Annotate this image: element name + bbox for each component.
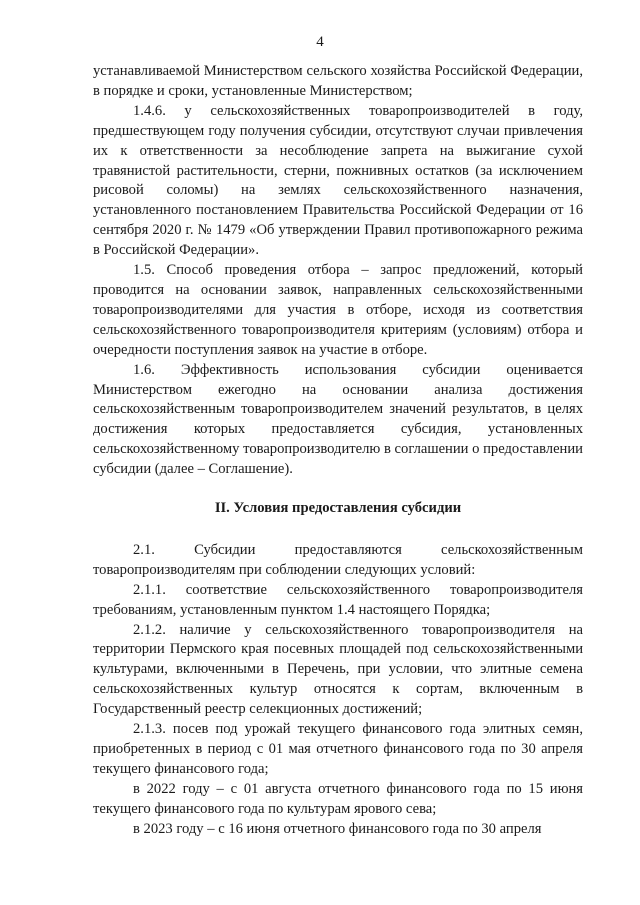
page-number: 4 bbox=[316, 34, 324, 50]
paragraph: в 2023 году – с 16 июня отчетного финансового года по 30 апреля bbox=[133, 820, 542, 837]
paragraph: 1.6. Эффективность использования субсидии оценивается Министерством ежегодно на основании анализа достижения сельскохозяйственным товаропроизводителем значений результатов, в целях достижения которых предоставляется субсидия, установленных сельскохозяйственному товаропроизводителю в соглашении о предоставлении субсидии (далее – Соглашение). bbox=[93, 361, 583, 478]
paragraph: 1.5. Способ проведения отбора – запрос предложений, который проводится на основании заявок, направленных сельскохозяйственными товаропроизводителями для участия в отборе, исходя из соответствия сельскохозяйственного товаропроизводителя критериям (условиям) отбора и очередности поступления заявок на участие в отборе. bbox=[93, 262, 583, 358]
paragraph: 1.4.6. у сельскохозяйственных товаропроизводителей в году, предшествующем году получения субсидии, отсутствуют случаи привлечения их к ответственности за несоблюдение запрета на выжигание сухой травянистой растительности, стерни, пожнивных остатков (за исключением рисовой соломы) на землях сельскохозяйственного назначения, установленного постановлением Правительства Российской Федерации от 16 сентября 2020 г. № 1479 «Об утверждении Правил противопожарного режима в Российской Федерации». bbox=[93, 102, 583, 259]
paragraph: 2.1.2. наличие у сельскохозяйственного товаропроизводителя на территории Пермского края посевных площадей под сельскохозяйственными культурами, включенными в Перечень, при условии, что элитные семена сельскохозяйственных культур относятся к сортам, включенным в Государственный реестр селекционных достижений; bbox=[93, 621, 583, 718]
paragraph: 2.1.3. посев под урожай текущего финансового года элитных семян, приобретенных в период с 01 мая отчетного финансового года по 30 апреля текущего финансового года; bbox=[93, 721, 583, 777]
paragraph: устанавливаемой Министерством сельского хозяйства Российской Федерации, в порядке и сроки, установленные Министерством; bbox=[93, 63, 583, 99]
document-body bbox=[93, 62, 583, 840]
section-title: II. Условия предоставления субсидии bbox=[214, 500, 462, 517]
paragraph: в 2022 году – с 01 августа отчетного финансового года по 15 июня текущего финансового года по культурам ярового сева; bbox=[93, 780, 583, 817]
paragraph: 2.1.1. соответствие сельскохозяйственного товаропроизводителя требованиям, установленным пунктом 1.4 настоящего Порядка; bbox=[93, 581, 583, 618]
paragraph: 2.1. Субсидии предоставляются сельскохозяйственным товаропроизводителям при соблюдении следующих условий: bbox=[93, 541, 583, 578]
